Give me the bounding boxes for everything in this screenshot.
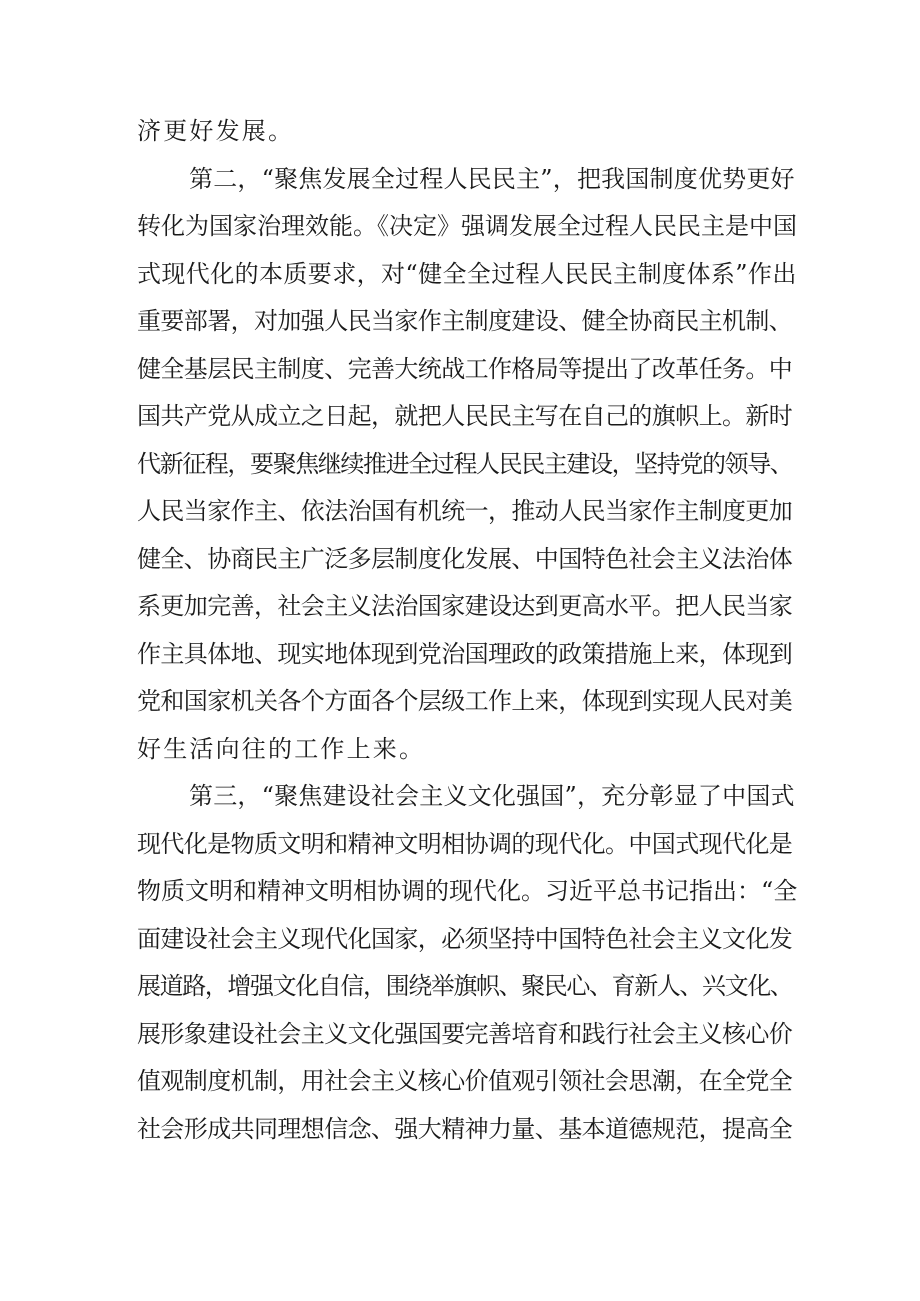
text-line: 社会形成共同理想信念、强大精神力量、基本道德规范，提高全 xyxy=(137,1114,793,1143)
text-line: 健全、协商民主广泛多层制度化发展、中国特色社会主义法治体 xyxy=(137,544,793,573)
paragraph-start-line: 第二，“聚焦发展全过程人民民主”，把我国制度优势更好 xyxy=(189,164,795,193)
text-line: 值观制度机制，用社会主义核心价值观引领社会思潮，在全党全 xyxy=(137,1067,793,1095)
text-line: 现代化是物质文明和精神文明相协调的现代化。中国式现代化是 xyxy=(137,829,793,858)
text-line: 国共产党从成立之日起，就把人民民主写在自己的旗帜上。新时 xyxy=(137,402,793,430)
text-line: 转化为国家治理效能。《决定》强调发展全过程人民民主是中国 xyxy=(137,212,797,240)
text-line: 健全基层民主制度、完善大统战工作格局等提出了改革任务。中 xyxy=(137,354,793,383)
text-line: 党和国家机关各个方面各个层级工作上来，体现到实现人民对美 xyxy=(137,687,793,715)
text-line: 作主具体地、现实地体现到党治国理政的政策措施上来，体现到 xyxy=(137,639,793,668)
text-line: 好生活向往的工作上来。 xyxy=(137,734,426,763)
text-line: 展道路，增强文化自信，围绕举旗帜、聚民心、育新人、兴文化、 xyxy=(137,972,793,1000)
paragraph-start-line: 第三，“聚焦建设社会主义文化强国”，充分彰显了中国式 xyxy=(189,782,795,810)
document-body xyxy=(137,108,797,1153)
text-line: 展形象建设社会主义文化强国要完善培育和践行社会主义核心价 xyxy=(137,1019,793,1048)
text-line: 式现代化的本质要求，对“健全全过程人民民主制度体系”作出 xyxy=(137,259,797,288)
text-line: 物质文明和精神文明相协调的现代化。习近平总书记指出：“全 xyxy=(137,877,798,905)
text-line: 面建设社会主义现代化国家，必须坚持中国特色社会主义文化发 xyxy=(137,924,793,953)
text-line: 济更好发展。 xyxy=(137,117,295,145)
text-line: 代新征程，要聚焦继续推进全过程人民民主建设，坚持党的领导、 xyxy=(137,449,793,478)
text-line: 系更加完善，社会主义法治国家建设达到更高水平。把人民当家 xyxy=(137,592,793,620)
text-line: 人民当家作主、依法治国有机统一，推动人民当家作主制度更加 xyxy=(137,497,793,525)
text-line: 重要部署，对加强人民当家作主制度建设、健全协商民主机制、 xyxy=(137,307,793,335)
